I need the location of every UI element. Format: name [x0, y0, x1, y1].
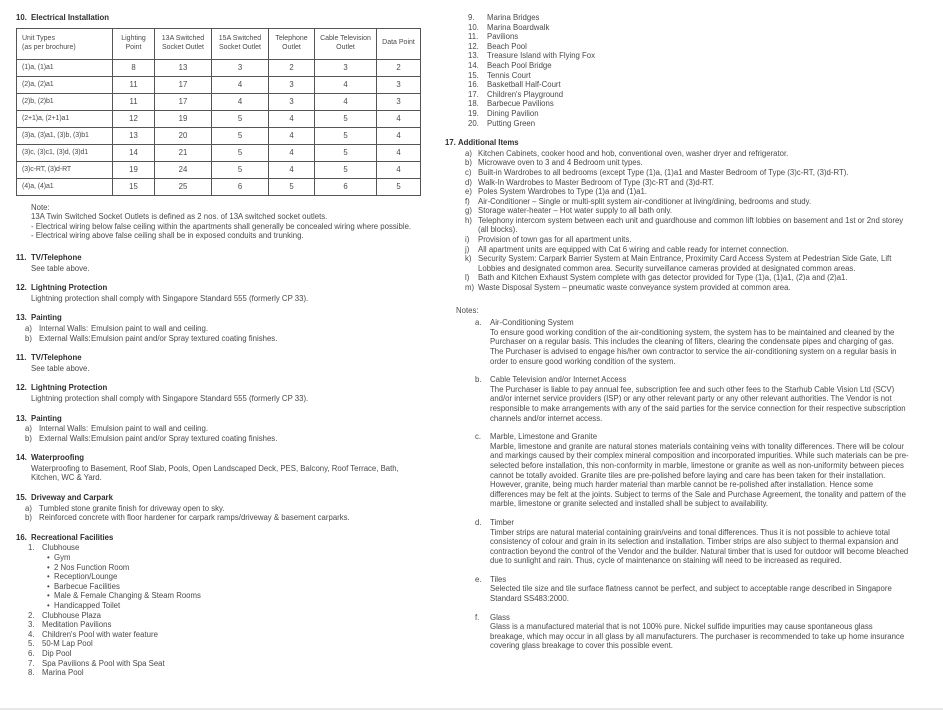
- table-row: [17, 93, 421, 110]
- right-column: [445, 13, 909, 660]
- note-item-body: To ensure good working condition of the air-conditioning system, the system has to be maintained and cleaned by the Purchaser on a regular basis. This includes the cleaning of filters, clearing the condensate pipes and charging of gas. The Purchaser is advised to engage his/her own contractor to service the air-conditioning system on a regular basis in order to ensure good working condition of the system.: [490, 327, 897, 366]
- table-row: [17, 144, 421, 161]
- additional-item: b) Microwave oven to 3 and 4 Bedroom unit types.: [465, 158, 643, 168]
- column-header: 13A Switched Socket Outlet: [155, 28, 212, 59]
- table-row: [17, 76, 421, 93]
- note-item-title: Air-Conditioning System: [490, 318, 574, 328]
- table-row: [17, 127, 421, 144]
- sub-item: a) Internal Walls: Emulsion paint to wall and ceiling.: [25, 323, 209, 333]
- unit-type-cell: (2+1)a, (2+1)a1: [17, 110, 113, 127]
- facility-item: 12. Beach Pool: [468, 41, 527, 51]
- section-number: 11.: [16, 252, 27, 262]
- section-painting: [16, 313, 426, 343]
- additional-item: a) Kitchen Cabinets, cooker hood and hob, conventional oven, washer dryer and refrigerator.: [465, 148, 789, 158]
- bullet-icon: •: [47, 572, 50, 582]
- facility-item: 13. Treasure Island with Flying Fox: [468, 51, 596, 61]
- facility-item: 19. Dining Pavilion: [468, 108, 539, 118]
- table-cell: 5: [315, 127, 377, 144]
- note-line: - Electrical wiring above false ceiling shall be in exposed conduits and trunking.: [31, 231, 304, 241]
- section-title: Additional Items: [458, 138, 519, 148]
- unit-type-cell: (3)c-RT, (3)d-RT: [17, 161, 113, 178]
- table-cell: 17: [155, 76, 212, 93]
- facility-item: 2. Clubhouse Plaza: [28, 610, 101, 620]
- unit-type-cell: (2)a, (2)a1: [17, 76, 113, 93]
- facility-item: 7. Spa Pavilions & Pool with Spa Seat: [28, 658, 165, 668]
- section-number: 17.: [445, 138, 456, 148]
- additional-item: j) All apartment units are equipped with Cat 6 wiring and cable ready for internet connection.: [465, 244, 789, 254]
- additional-item: l) Bath and Kitchen Exhaust System complete with gas detector provided for Type (1)a, (1)a1, (2)a and (2)a1.: [465, 273, 848, 283]
- facility-item: 8. Marina Pool: [28, 668, 84, 678]
- unit-type-cell: (3)a, (3)a1, (3)b, (3)b1: [17, 127, 113, 144]
- facility-item: 17. Children's Playground: [468, 89, 564, 99]
- bullet-text: Barbecue Facilities: [54, 581, 120, 591]
- bullet-text: Gym: [54, 553, 71, 563]
- section-lightning-protection-repeat: [16, 383, 426, 403]
- section-title: TV/Telephone: [31, 353, 82, 363]
- section-recreational-facilities: [16, 533, 426, 678]
- section-painting-repeat: [16, 414, 426, 444]
- additional-item: g) Storage water-heater – Hot water supply to all bath only.: [465, 206, 673, 216]
- section-title: Electrical Installation: [31, 13, 109, 22]
- additional-item: m) Waste Disposal System – pneumatic waste conveyance system provided at common area.: [465, 283, 791, 293]
- facility-item: 5. 50-M Lap Pool: [28, 639, 93, 649]
- note-line: 13A Twin Switched Socket Outlets is defined as 2 nos. of 13A switched socket outlets.: [31, 212, 328, 222]
- table-cell: 4: [269, 110, 315, 127]
- electrical-table: [16, 28, 421, 196]
- table-cell: 4: [269, 161, 315, 178]
- facility-item: 9. Marina Bridges: [468, 13, 540, 22]
- section-driveway-carpark: [16, 493, 426, 523]
- table-cell: 3: [269, 93, 315, 110]
- table-cell: 5: [377, 178, 421, 195]
- section-number: 10.: [16, 13, 27, 22]
- section-heading-additional-items: [445, 138, 909, 148]
- facility-item: 1. Clubhouse: [28, 543, 80, 553]
- bullet-text: Handicapped Toilet: [54, 601, 121, 610]
- section-title: Driveway and Carpark: [31, 493, 113, 503]
- unit-type-cell: (4)a, (4)a1: [17, 178, 113, 195]
- section-body: Lightning protection shall comply with Singapore Standard 555 (formerly CP 33).: [31, 393, 309, 403]
- table-cell: 15: [113, 178, 155, 195]
- table-cell: 11: [113, 76, 155, 93]
- bullet-icon: •: [47, 601, 50, 610]
- column-header: Telephone Outlet: [269, 28, 315, 59]
- note-block: [31, 203, 426, 241]
- facility-item: 18. Barbecue Pavilions: [468, 99, 554, 109]
- table-cell: 12: [113, 110, 155, 127]
- facility-item: 11. Pavilions: [468, 32, 519, 42]
- section-tv-telephone: [16, 253, 426, 273]
- table-cell: 6: [212, 178, 269, 195]
- facility-bullet: [47, 591, 426, 601]
- section-number: 13.: [16, 413, 27, 423]
- table-cell: 21: [155, 144, 212, 161]
- section-title: Lightning Protection: [31, 383, 108, 393]
- notes-label: Notes:: [456, 305, 479, 315]
- note-item-title: Tiles: [490, 574, 507, 584]
- table-header-row: [17, 28, 421, 59]
- table-cell: 5: [315, 144, 377, 161]
- column-header: 15A Switched Socket Outlet: [212, 28, 269, 59]
- section-lightning-protection: [16, 283, 426, 303]
- section-number: 14.: [16, 453, 27, 463]
- additional-item: d) Walk-In Wardrobes to Master Bedroom of Type (3)c-RT and (3)d-RT.: [465, 177, 714, 187]
- note-item: c. Marble, Limestone and Granite Marble, limestone and granite are natural stones materials containing veins with tonality differences. There will be colour and markings caused by their complex mineral composition and incorporated impurities. While such materials can be pre-selected before installation, this non-conformity in marble, limestone or granite as well as non-uniformity between pieces cannot be totally avoided. Granite tiles are pre-polished before laying and care has been taken for their installation. However, granite, being much harder material than marble cannot be re-polished after installation. Hence some differences may be felt at the joints. Subject to terms of the Sale and Purchase Agreement, the tonality and pattern of the marble, limestone or granite selected and installed shall be subject to availability.: [475, 432, 909, 509]
- unit-type-cell: (3)c, (3)c1, (3)d, (3)d1: [17, 144, 113, 161]
- note-item-body: Marble, limestone and granite are natural stones materials containing veins with tonality differences. There will be colour and markings caused by their complex mineral composition and incorporated impurities. While such materials can be pre-selected before installation, this non-conformity in marble, limestone or granite as well as non-uniformity between pieces cannot be totally avoided. Granite tiles are pre-polished before laying and care has been taken for their installation. However, granite, being much harder material than marble cannot be re-polished after installation. Hence some differences may be felt at the joints. Subject to terms of the Sale and Purchase Agreement, the tonality and pattern of the marble, limestone or granite selected and installed shall be subject to availability.: [490, 441, 909, 509]
- facility-bullet: [47, 582, 426, 592]
- sub-item: a) Tumbled stone granite finish for driveway open to sky.: [25, 503, 225, 513]
- table-cell: 25: [155, 178, 212, 195]
- section-number: 12.: [16, 283, 27, 293]
- column-header: Lighting Point: [113, 28, 155, 59]
- table-cell: 5: [212, 127, 269, 144]
- table-cell: 13: [113, 127, 155, 144]
- additional-item: k) Security System: Carpark Barrier System at Main Entrance, Proximity Card Access System at Pedestrian Side Gate, Lift Lobbies and designated common area. Security surveillance cameras provided at designated common areas.: [465, 254, 892, 273]
- section-body: Waterproofing to Basement, Roof Slab, Pools, Open Landscaped Deck, PES, Balcony, Roof Terrace, Bath, Kitchen, WC & Yard.: [31, 463, 399, 483]
- table-cell: 2: [269, 59, 315, 76]
- additional-items-list: [465, 149, 909, 293]
- table-cell: 3: [269, 76, 315, 93]
- table-cell: 4: [377, 144, 421, 161]
- notes-section: [445, 318, 909, 651]
- column-header: Data Point: [377, 28, 421, 59]
- bullet-text: Male & Female Changing & Steam Rooms: [54, 591, 201, 601]
- sub-item: a) Internal Walls: Emulsion paint to wall and ceiling.: [25, 424, 209, 434]
- table-cell: 3: [212, 59, 269, 76]
- bullet-text: Reception/Lounge: [54, 572, 118, 582]
- table-cell: 4: [269, 144, 315, 161]
- section-heading-electrical: [16, 13, 426, 23]
- section-number: 15.: [16, 493, 27, 503]
- bullet-icon: •: [47, 562, 50, 572]
- note-item: f. Glass Glass is a manufactured material that is not 100% pure. Nickel sulfide impurities may cause spontaneous glass breakage, which may occur in all glass by all manufacturers. The purchaser is recommended to take up home insurance covering glass breakage to cover this possible event.: [475, 613, 909, 651]
- table-cell: 5: [212, 144, 269, 161]
- section-body: See table above.: [31, 263, 90, 273]
- additional-item: h) Telephony intercom system between each unit and guardhouse and common lift lobbies on basement and 1st or 2nd storey (all blocks).: [465, 215, 904, 235]
- facility-item: 6. Dip Pool: [28, 648, 72, 658]
- facility-item: 10. Marina Boardwalk: [468, 22, 550, 32]
- table-cell: 4: [315, 76, 377, 93]
- bullet-text: 2 Nos Function Room: [54, 562, 130, 572]
- facility-item: 20. Putting Green: [468, 118, 536, 128]
- table-cell: 3: [377, 76, 421, 93]
- facility-bullet: [47, 553, 426, 563]
- section-number: 16.: [16, 532, 27, 542]
- additional-item: e) Poles System Wardrobes to Type (1)a and (1)a1.: [465, 187, 648, 197]
- table-cell: 13: [155, 59, 212, 76]
- table-cell: 5: [315, 110, 377, 127]
- section-body: See table above.: [31, 363, 90, 373]
- facility-bullet: [47, 572, 426, 582]
- table-cell: 4: [377, 161, 421, 178]
- facility-bullet: [47, 601, 426, 611]
- facility-item: 15. Tennis Court: [468, 70, 531, 80]
- bullet-icon: •: [47, 581, 50, 591]
- note-line: - Electrical wiring below false ceiling within the apartments shall generally be concealed wiring where possible.: [31, 221, 412, 231]
- note-item-title: Marble, Limestone and Granite: [490, 432, 598, 442]
- note-item-title: Glass: [490, 612, 510, 622]
- note-label: Note:: [31, 202, 50, 212]
- unit-type-cell: (2)b, (2)b1: [17, 93, 113, 110]
- section-title: Recreational Facilities: [31, 532, 114, 542]
- table-row: [17, 59, 421, 76]
- section-body: Lightning protection shall comply with Singapore Standard 555 (formerly CP 33).: [31, 293, 309, 303]
- section-title: Waterproofing: [31, 453, 84, 463]
- facility-item: 4. Children's Pool with water feature: [28, 629, 158, 639]
- section-tv-telephone-repeat: [16, 353, 426, 373]
- left-column: [16, 13, 426, 688]
- table-cell: 5: [212, 161, 269, 178]
- section-number: 13.: [16, 313, 27, 323]
- facility-item: 16. Basketball Half-Court: [468, 80, 561, 90]
- section-waterproofing: [16, 453, 426, 483]
- table-cell: 4: [377, 110, 421, 127]
- table-row: [17, 178, 421, 195]
- note-item-body: Timber strips are natural material containing grain/veins and tonal differences. Thus it is not possible to achieve total consistency of colour and grain in its selection and installation. Timber strips are also subject to thermal expansion and contraction beyond the control of the Vendor and the builder. Natural timber that is used for outdoor will become bleached due to sunlight and rain. Thus, cycle of maintenance on staining will need to be increased as required.: [490, 527, 909, 566]
- table-cell: 17: [155, 93, 212, 110]
- table-row: [17, 110, 421, 127]
- table-cell: 4: [377, 127, 421, 144]
- facilities-continued-list: [468, 13, 909, 128]
- table-cell: 3: [377, 93, 421, 110]
- note-item: d. Timber Timber strips are natural material containing grain/veins and tonal differences. Thus it is not possible to achieve total consistency of colour and grain in its selection and installation. Timber strips are also subject to thermal expansion and contraction beyond the control of the Vendor and the builder. Natural timber that is used for outdoor will become bleached due to sunlight and rain. Thus, cycle of maintenance on staining will need to be increased as required.: [475, 517, 909, 566]
- sub-item: b) External Walls: Emulsion paint and/or Spray textured coating finishes.: [25, 433, 278, 443]
- table-cell: 5: [315, 161, 377, 178]
- section-number: 12.: [16, 383, 27, 393]
- table-cell: 2: [377, 59, 421, 76]
- additional-item: i) Provision of town gas for all apartment units.: [465, 235, 632, 245]
- section-title: TV/Telephone: [31, 252, 82, 262]
- note-item-body: Glass is a manufactured material that is not 100% pure. Nickel sulfide impurities may cause spontaneous glass breakage, which may occur in all glass by all manufacturers. The purchaser is recommended to take up home insurance covering glass breakage to cover this possible event.: [490, 622, 905, 651]
- note-item-title: Timber: [490, 517, 514, 527]
- table-cell: 5: [269, 178, 315, 195]
- section-title: Painting: [31, 313, 62, 323]
- table-cell: 8: [113, 59, 155, 76]
- page-divider: [0, 708, 943, 710]
- facility-bullet: [47, 563, 426, 573]
- table-row: [17, 161, 421, 178]
- note-item-body: Selected tile size and tile surface flatness cannot be perfect, and subject to acceptable range described in Singapore Standard SS483:2000.: [490, 584, 892, 604]
- unit-type-cell: (1)a, (1)a1: [17, 59, 113, 76]
- table-cell: 4: [212, 76, 269, 93]
- table-cell: 20: [155, 127, 212, 144]
- column-header: Cable Television Outlet: [315, 28, 377, 59]
- additional-item: c) Built-in Wardrobes to all bedrooms (except Type (1)a, (1)a1 and Master Bedroom of Type (3)c-RT, (3)d-RT).: [465, 167, 849, 177]
- sub-item: b) External Walls: Emulsion paint and/or Spray textured coating finishes.: [25, 333, 278, 343]
- table-cell: 24: [155, 161, 212, 178]
- table-cell: 6: [315, 178, 377, 195]
- table-cell: 11: [113, 93, 155, 110]
- table-cell: 14: [113, 144, 155, 161]
- facility-item: 14. Beach Pool Bridge: [468, 60, 552, 70]
- table-cell: 4: [315, 93, 377, 110]
- bullet-icon: •: [47, 553, 50, 563]
- sub-item: b) Reinforced concrete with floor hardener for carpark ramps/driveway & basement carparks.: [25, 513, 350, 523]
- note-item-title: Cable Television and/or Internet Access: [490, 375, 627, 385]
- facility-item: 3. Meditation Pavilions: [28, 620, 112, 630]
- note-item: e. Tiles Selected tile size and tile surface flatness cannot be perfect, and subject to acceptable range described in Singapore Standard SS483:2000.: [475, 575, 909, 604]
- table-cell: 4: [269, 127, 315, 144]
- note-item: a. Air-Conditioning System To ensure good working condition of the air-conditioning system, the system has to be maintained and cleaned by the Purchaser on a regular basis. This includes the cleaning of filters, clearing the condensate pipes and charging of gas. The Purchaser is advised to engage his/her own contractor to service the air-conditioning system on a regular basis in order to ensure good working condition of the system.: [475, 318, 909, 366]
- table-cell: 4: [212, 93, 269, 110]
- table-cell: 5: [212, 110, 269, 127]
- note-item: b. Cable Television and/or Internet Access The Purchaser is liable to pay annual fee, subscription fee and such other fees to the Starhub Cable Vision Ltd (SCV) and/or internet service providers (ISP) or any other relevant party or any other relevant authorities. The Vendor is not responsible to make arrangements with any of the said parties for the service connection for their respective subscription channels and/or internet access.: [475, 375, 909, 423]
- table-cell: 19: [155, 110, 212, 127]
- section-title: Lightning Protection: [31, 283, 108, 293]
- additional-item: f) Air-Conditioner – Single or multi-split system air-conditioner at living/dining, bedrooms and study.: [465, 196, 812, 206]
- section-number: 11.: [16, 353, 27, 363]
- note-item-body: The Purchaser is liable to pay annual fee, subscription fee and such other fees to the Starhub Cable Vision Ltd (SCV) and/or internet service providers (ISP) or any other relevant party or any other relevant authorities. The Vendor is not responsible to make arrangements with any of the said parties for the service connection for their respective subscription channels and/or internet access.: [490, 384, 906, 423]
- table-cell: 19: [113, 161, 155, 178]
- column-header: Unit Types (as per brochure): [17, 28, 113, 59]
- table-cell: 3: [315, 59, 377, 76]
- section-title: Painting: [31, 413, 62, 423]
- bullet-icon: •: [47, 591, 50, 601]
